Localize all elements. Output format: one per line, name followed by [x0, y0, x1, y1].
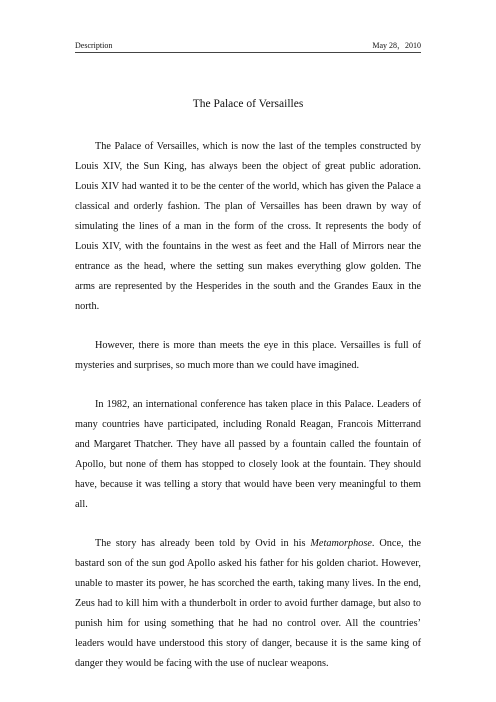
paragraph-4-text-before: The story has already been told by Ovid in his: [95, 538, 311, 549]
document-body: [75, 137, 421, 674]
paragraph-3: In 1982, an international conference has taken place in this Palace. Leaders of many countries have participated, including Ronald Reagan, Francois Mitterrand and Margaret Thatcher. They have all passed by a fountain called the fountain of Apollo, but none of them has stopped to closely look at the fountain. They should have, because it was telling a story that would have been very meaningful to them all.: [75, 399, 421, 510]
header-date: May 28，2010: [372, 41, 421, 50]
header-description-label: Description: [75, 41, 113, 50]
running-header: [75, 40, 421, 53]
paragraph-4: [75, 534, 421, 674]
paragraph-1: The Palace of Versailles, which is now the last of the temples constructed by Louis XIV, the Sun King, has always been the object of great public adoration. Louis XIV had wanted it to be the center of the world, which has given the Palace a classical and orderly fashion. The plan of Versailles has been drawn by way of simulating the lines of a man in the form of the cross. It represents the body of Louis XIV, with the fountains in the west as feet and the Hall of Mirrors near the entrance as the head, where the setting sun makes everything glow golden. The arms are represented by the Hesperides in the south and the Grandes Eaux in the north.: [75, 141, 421, 312]
document-title: The Palace of Versailles: [192, 98, 304, 110]
paragraph-4-text-after: . Once, the bastard son of the sun god Apollo asked his father for his golden chariot. However, unable to master its power, he has scorched the earth, taking many lives. In the end, Zeus had to kill him with a thunderbolt in order to avoid further damage, but also to punish him for using something that he had no control over. All the countries’ leaders would have understood this story of danger, because it is the same king of danger they would be facing with the use of nuclear weapons.: [75, 538, 421, 669]
metamorphose-title: Metamorphose: [310, 538, 372, 549]
paragraph-2: However, there is more than meets the eye in this place. Versailles is full of mysteries and surprises, so much more than we could have imagined.: [75, 340, 421, 371]
